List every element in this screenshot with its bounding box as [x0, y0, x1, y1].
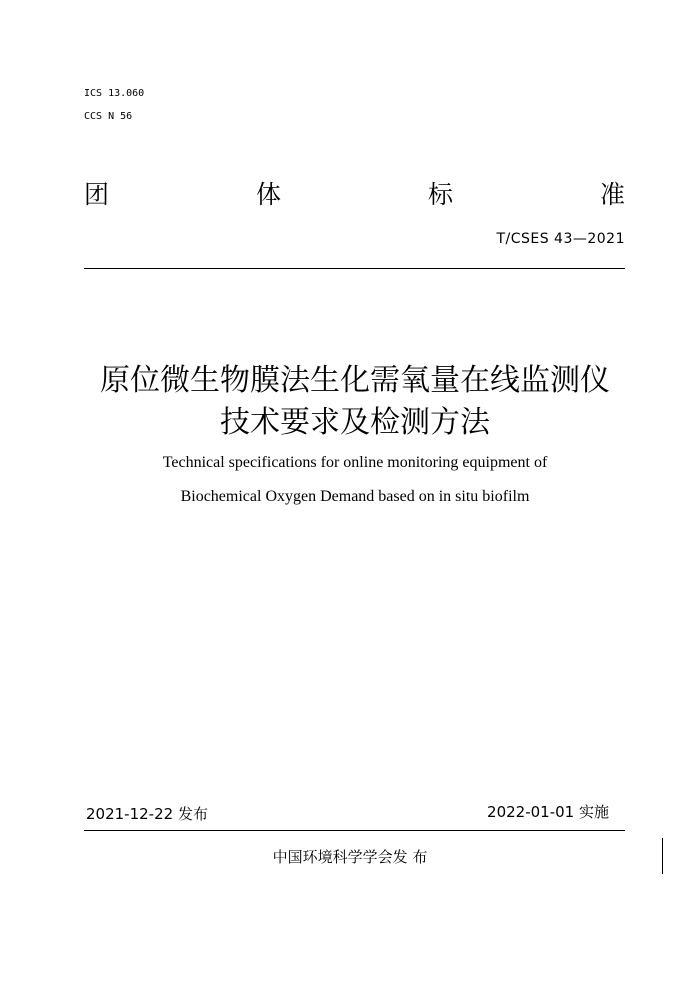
top-divider	[84, 268, 625, 269]
standard-type-char-4: 准	[599, 180, 625, 209]
issue-date: 2021-12-22 发布	[86, 805, 208, 823]
chinese-title	[60, 360, 650, 444]
ics-code: ICS 13.060	[84, 88, 145, 99]
chinese-title-line-1: 原位微生物膜法生化需氧量在线监测仪	[100, 363, 610, 398]
standard-type-char-1: 团	[84, 180, 110, 209]
standard-type-heading	[84, 178, 625, 212]
implementation-date: 2022-01-01 实施	[487, 803, 609, 821]
english-title	[60, 446, 650, 514]
bottom-divider	[84, 830, 625, 831]
page-edge-mark	[662, 838, 663, 874]
standard-number: T/CSES 43—2021	[496, 231, 625, 247]
chinese-title-line-2: 技术要求及检测方法	[220, 405, 490, 440]
english-title-line-1: Technical specifications for online monitoring equipment of	[162, 454, 548, 471]
english-title-line-2: Biochemical Oxygen Demand based on in situ biofilm	[180, 488, 530, 505]
standard-type-char-2: 体	[255, 180, 281, 209]
standard-type-char-3: 标	[427, 180, 453, 209]
classification-codes	[84, 82, 144, 128]
ccs-code: CCS N 56	[84, 111, 133, 122]
publisher: 中国环境科学学会发 布	[272, 848, 428, 866]
